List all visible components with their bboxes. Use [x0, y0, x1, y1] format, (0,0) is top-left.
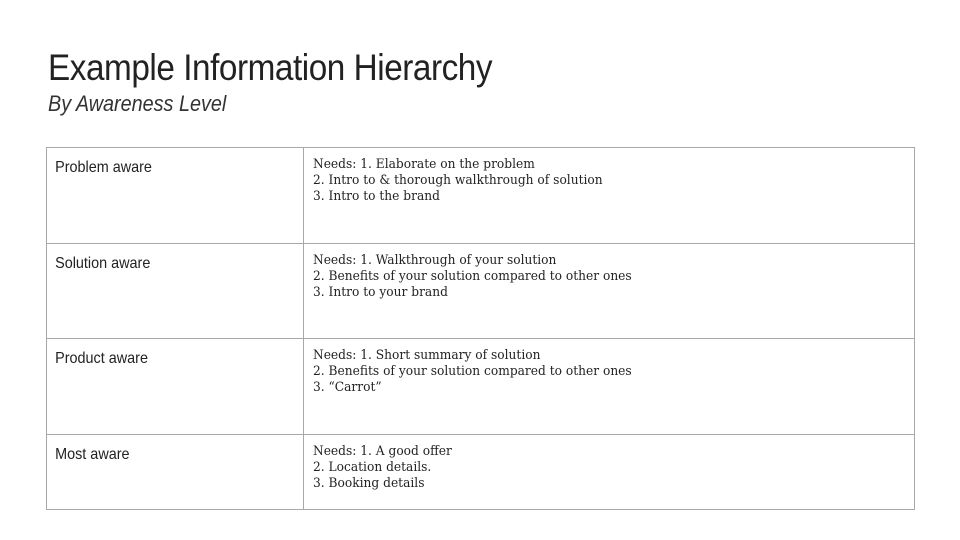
needs-item: 3. Booking details [313, 476, 425, 491]
needs-list [304, 435, 914, 492]
table-row [47, 339, 915, 435]
needs-item: Needs: 1. A good offer [313, 444, 452, 459]
needs-list [304, 244, 914, 301]
needs-item: 3. Intro to the brand [313, 189, 440, 204]
needs-item: Needs: 1. Elaborate on the problem [313, 157, 535, 172]
needs-item: 3. Intro to your brand [313, 285, 448, 300]
needs-item: Needs: 1. Walkthrough of your solution [313, 253, 557, 268]
needs-cell [304, 148, 915, 244]
needs-item: 3. “Carrot” [313, 380, 382, 395]
awareness-level-cell [47, 339, 304, 435]
needs-item: 2. Intro to & thorough walkthrough of solution [313, 173, 603, 188]
awareness-level-cell [47, 244, 304, 339]
table-row [47, 435, 915, 510]
needs-item: 2. Location details. [313, 460, 432, 475]
needs-item: Needs: 1. Short summary of solution [313, 348, 541, 363]
awareness-level-label: Solution aware [55, 255, 151, 272]
hierarchy-table [46, 147, 915, 510]
needs-cell [304, 339, 915, 435]
slide-title: Example Information Hierarchy [48, 47, 493, 88]
slide-subtitle: By Awareness Level [48, 91, 227, 116]
table-row [47, 244, 915, 339]
needs-item: 2. Benefits of your solution compared to other ones [313, 269, 632, 284]
needs-item: 2. Benefits of your solution compared to other ones [313, 364, 632, 379]
awareness-level-cell [47, 435, 304, 510]
awareness-level-label: Most aware [55, 446, 130, 463]
awareness-level-label: Product aware [55, 350, 148, 367]
needs-cell [304, 244, 915, 339]
awareness-level-cell [47, 148, 304, 244]
table-row [47, 148, 915, 244]
awareness-level-label: Problem aware [55, 159, 152, 176]
needs-cell [304, 435, 915, 510]
needs-list [304, 339, 914, 396]
needs-list [304, 148, 914, 205]
